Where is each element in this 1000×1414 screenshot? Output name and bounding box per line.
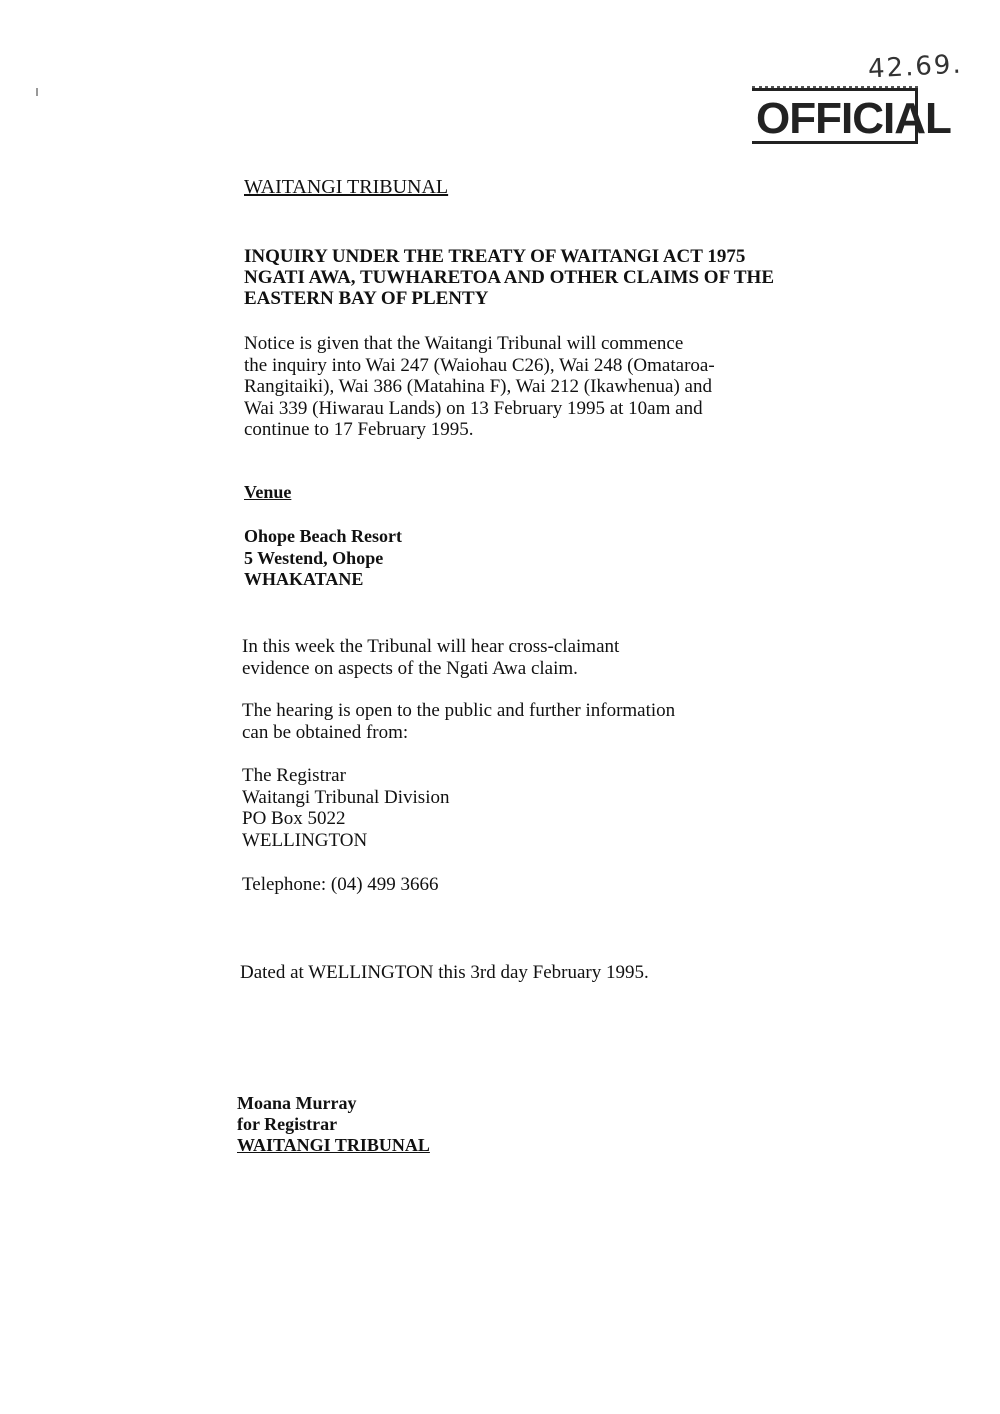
venue-line: Ohope Beach Resort — [244, 526, 402, 546]
week-line: In this week the Tribunal will hear cross-claimant — [242, 636, 620, 657]
inquiry-heading-line: EASTERN BAY OF PLENTY — [244, 288, 489, 309]
signatory-org: WAITANGI TRIBUNAL — [237, 1135, 430, 1155]
address-line: Waitangi Tribunal Division — [242, 786, 450, 808]
inquiry-heading-line: INQUIRY UNDER THE TREATY OF WAITANGI ACT 1975 — [244, 246, 746, 267]
inquiry-heading-line: NGATI AWA, TUWHARETOA AND OTHER CLAIMS OF THE — [244, 267, 774, 288]
signature-block — [237, 1093, 430, 1156]
registrar-address — [242, 765, 449, 851]
public-hearing-paragraph — [242, 700, 675, 743]
notice-line: the inquiry into Wai 247 (Waiohau C26), Wai 248 (Omataroa- — [244, 354, 715, 376]
handwritten-note: 42.69. — [867, 49, 964, 85]
inquiry-heading — [244, 246, 774, 309]
official-stamp: OFFICIAL — [752, 88, 918, 144]
venue-line: 5 Westend, Ohope — [244, 547, 384, 568]
notice-paragraph — [244, 333, 804, 441]
open-line: can be obtained from: — [242, 721, 409, 743]
telephone: Telephone: (04) 499 3666 — [242, 874, 439, 895]
address-line: The Registrar — [242, 765, 346, 786]
venue-heading: Venue — [244, 482, 292, 502]
signatory-name: Moana Murray — [237, 1093, 357, 1113]
notice-line: continue to 17 February 1995. — [244, 419, 474, 440]
notice-line: Wai 339 (Hiwarau Lands) on 13 February 1995 at 10am and — [244, 397, 703, 419]
address-line: PO Box 5022 — [242, 808, 346, 829]
week-line: evidence on aspects of the Ngati Awa claim. — [242, 657, 578, 679]
document-title: WAITANGI TRIBUNAL — [244, 176, 449, 198]
dated-line: Dated at WELLINGTON this 3rd day February 1995. — [240, 962, 649, 983]
venue-line: WHAKATANE — [244, 569, 364, 589]
notice-line: Notice is given that the Waitangi Tribunal will commence — [244, 333, 684, 354]
venue-address — [244, 526, 402, 591]
scan-speck — [36, 88, 38, 96]
open-line: The hearing is open to the public and further information — [242, 700, 676, 721]
week-paragraph — [242, 636, 619, 679]
address-line: WELLINGTON — [242, 829, 368, 851]
notice-line: Rangitaiki), Wai 386 (Matahina F), Wai 212 (Ikawhenua) and — [244, 376, 712, 397]
signatory-role: for Registrar — [237, 1114, 338, 1134]
